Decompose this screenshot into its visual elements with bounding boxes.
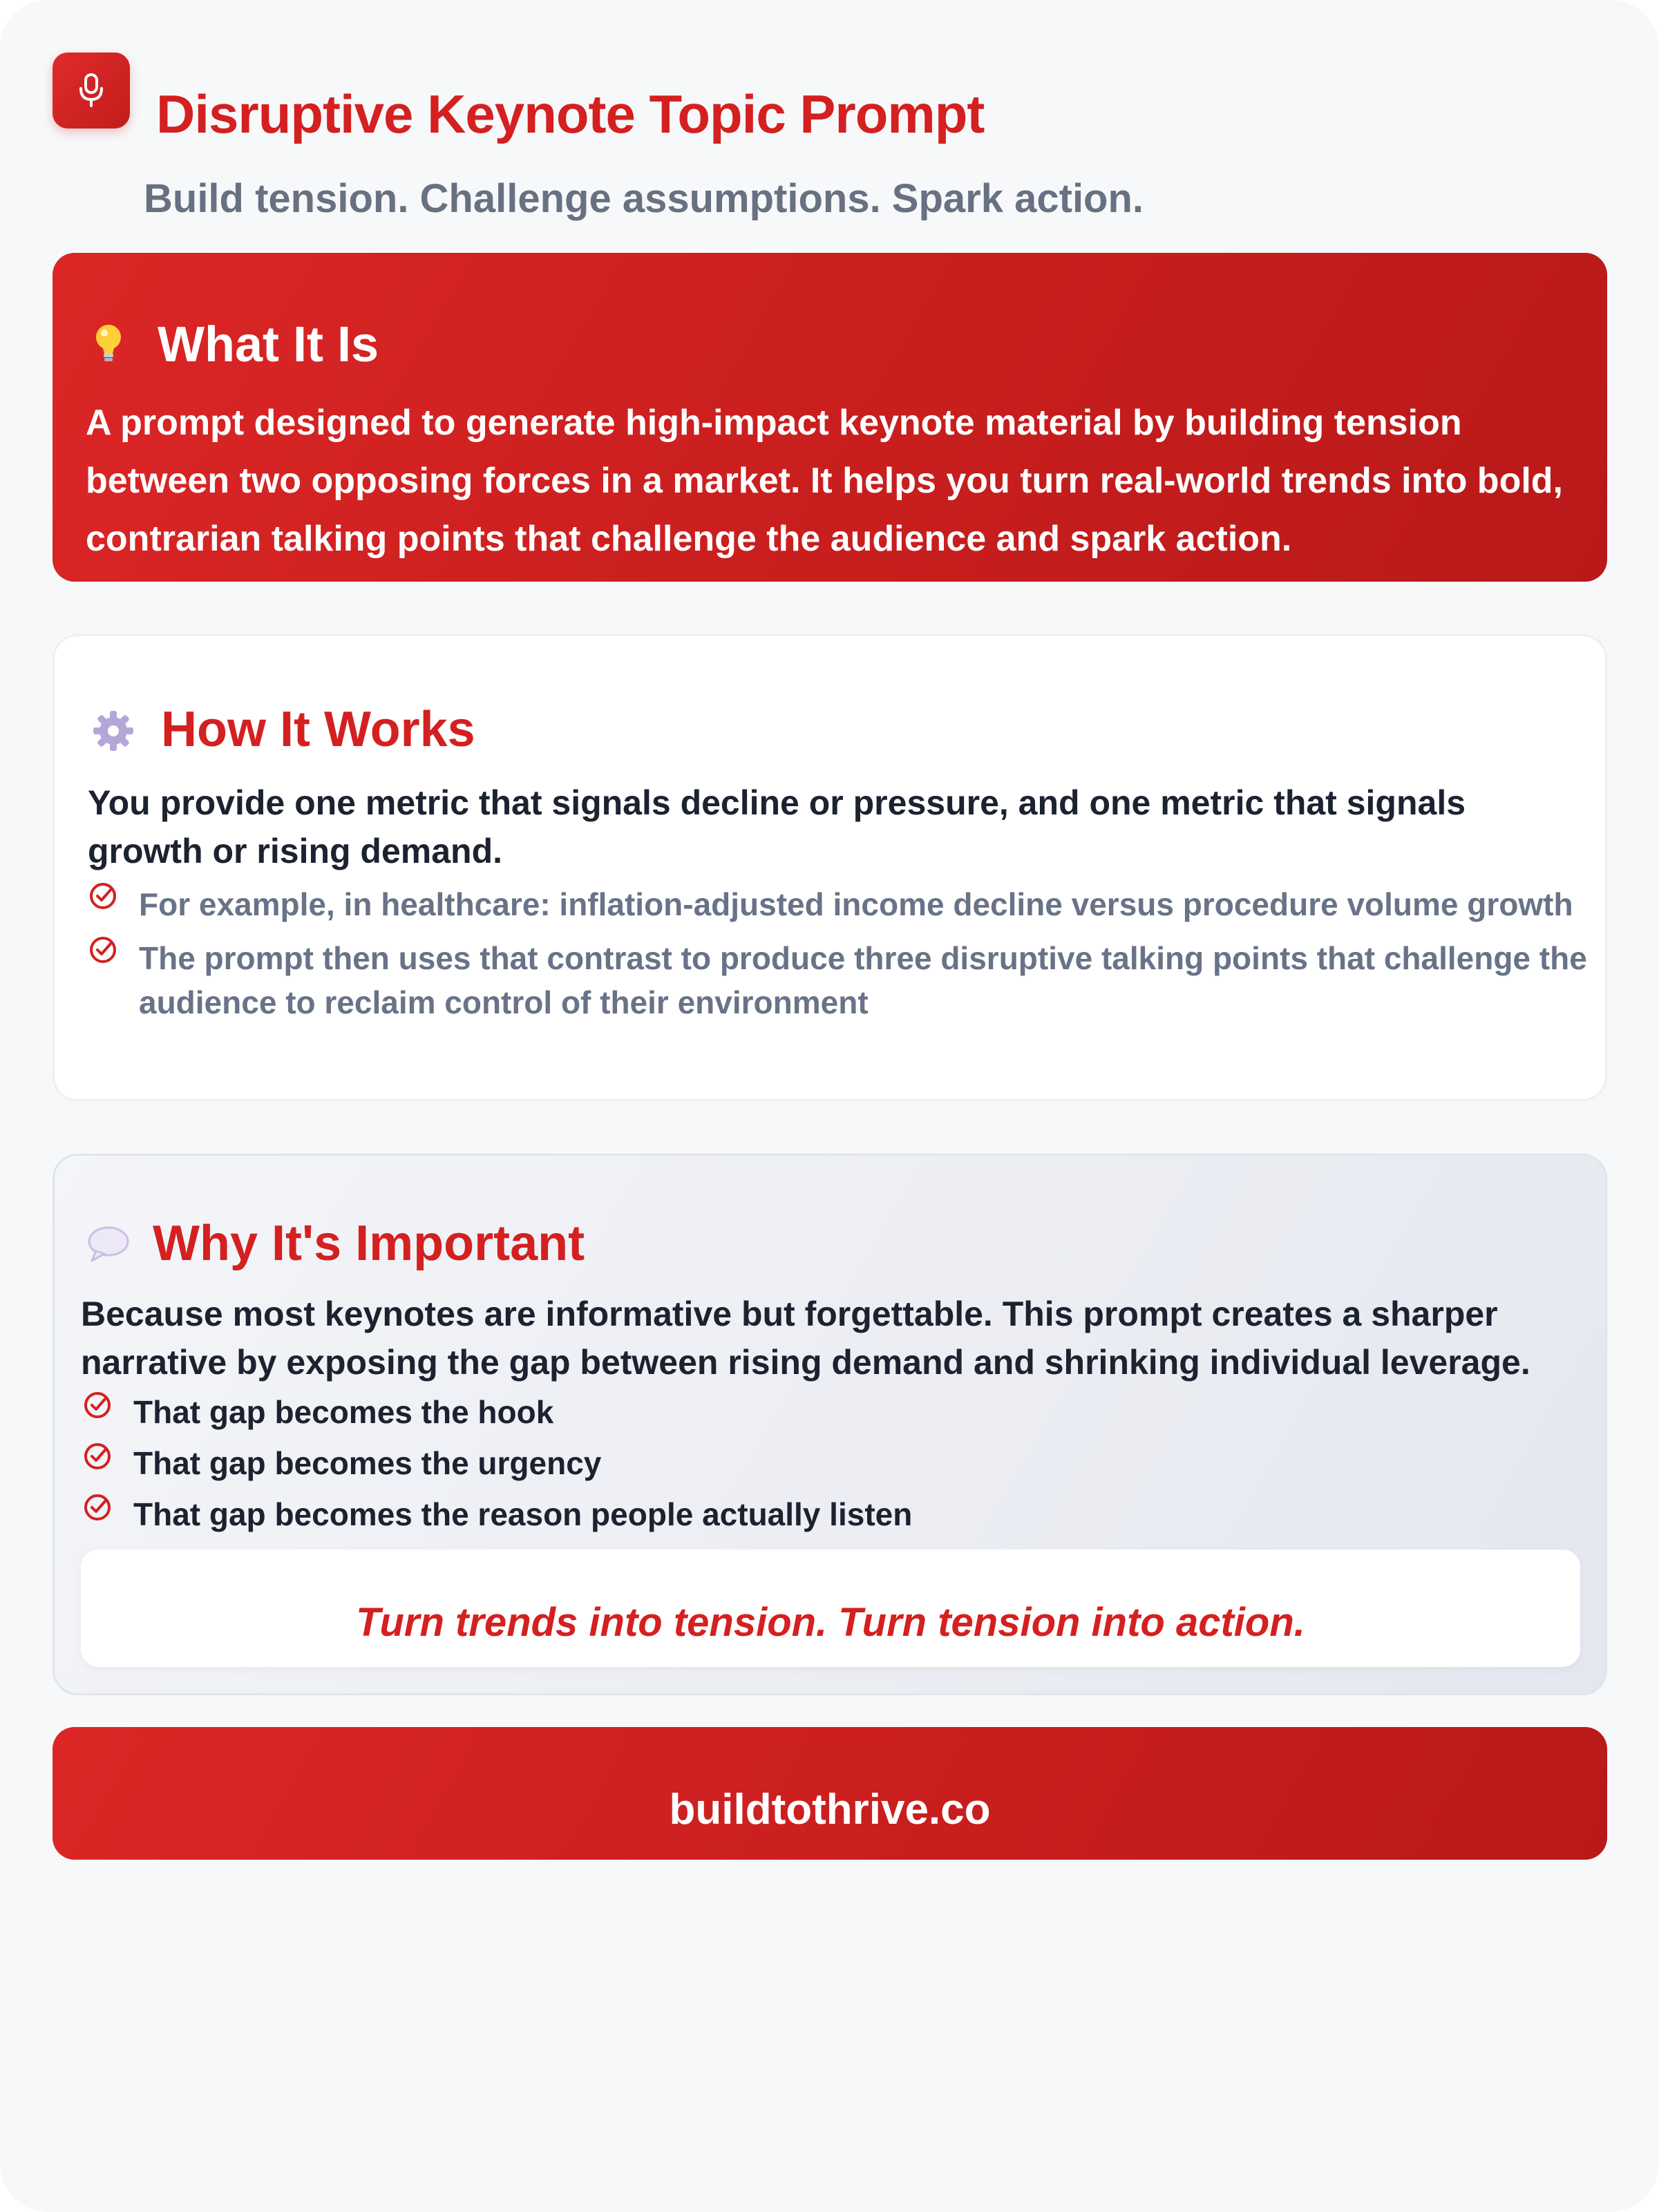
why-important-bullet-2: That gap becomes the urgency	[133, 1445, 602, 1481]
how-it-works-list	[55, 882, 1589, 1034]
how-it-works-bullet-2: The prompt then uses that contrast to produce three disruptive talking points that challenge the audience to reclaim control of their environment	[139, 940, 1587, 1020]
list-item	[55, 1438, 1589, 1489]
how-it-works-bullet-1: For example, in healthcare: inflation-adjusted income decline versus procedure volume growth	[139, 886, 1573, 922]
list-item	[55, 882, 1589, 926]
why-important-bullet-1: That gap becomes the hook	[133, 1394, 554, 1430]
how-it-works-card	[53, 634, 1607, 1101]
list-item	[55, 936, 1589, 1024]
website-link[interactable]: buildtothrive.co	[669, 1786, 991, 1833]
what-it-is-body: A prompt designed to generate high-impact keynote material by building tension between two opposing forces in a market. It helps you turn real-world trends into bold, contrarian talking points that challenge the audience and spark action.	[86, 403, 1563, 559]
why-important-bullet-3: That gap becomes the reason people actually listen	[133, 1496, 913, 1532]
page-subtitle: Build tension. Challenge assumptions. Spark action.	[144, 176, 1144, 221]
how-it-works-heading: How It Works	[161, 702, 475, 757]
check-circle-icon	[88, 878, 118, 922]
tagline-quote: Turn trends into tension. Turn tension into action.	[356, 1600, 1305, 1645]
microphone-icon	[53, 53, 130, 128]
what-it-is-card	[53, 253, 1607, 582]
list-item	[55, 1489, 1589, 1540]
check-circle-icon	[88, 932, 118, 976]
check-circle-icon	[82, 1486, 113, 1537]
gear-icon	[92, 709, 135, 756]
why-important-list	[55, 1386, 1589, 1540]
check-circle-icon	[82, 1384, 113, 1435]
lightbulb-icon	[91, 322, 126, 370]
page-title: Disruptive Keynote Topic Prompt	[156, 84, 985, 144]
what-it-is-heading: What It Is	[158, 317, 379, 372]
quote-box	[81, 1550, 1580, 1667]
footer-banner	[53, 1727, 1607, 1860]
why-important-lead: Because most keynotes are informative but forgettable. This prompt creates a sharper narrative by exposing the gap between rising demand and shrinking individual leverage.	[81, 1295, 1530, 1382]
how-it-works-lead: You provide one metric that signals decline or pressure, and one metric that signals growth or rising demand.	[88, 783, 1466, 870]
why-important-heading: Why It's Important	[153, 1216, 585, 1271]
speech-bubble-icon	[86, 1225, 131, 1267]
list-item	[55, 1386, 1589, 1438]
check-circle-icon	[82, 1435, 113, 1486]
why-important-card	[53, 1154, 1607, 1695]
